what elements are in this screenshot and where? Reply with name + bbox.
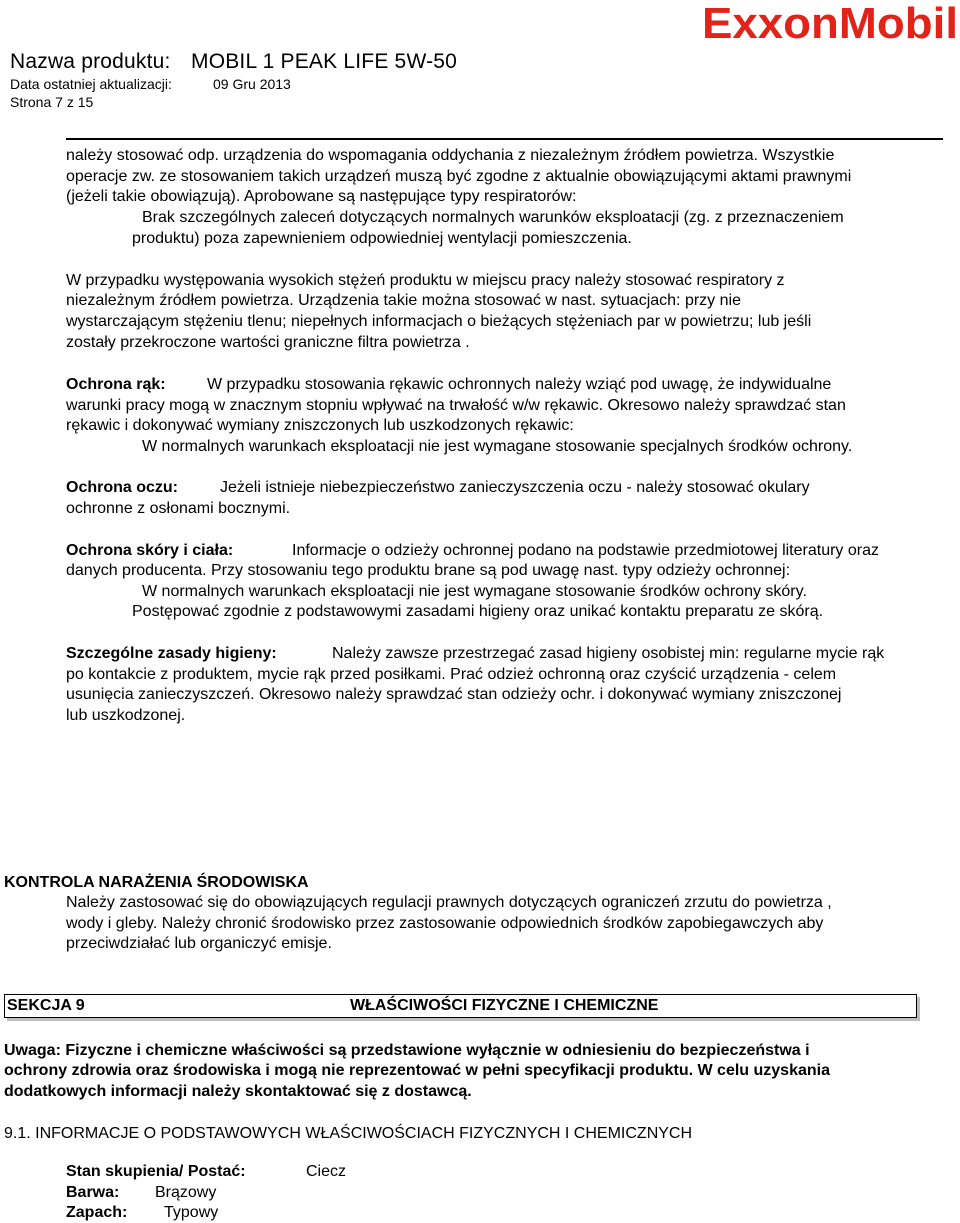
revision-date-line (10, 76, 291, 92)
hand-protection-line-1: W przypadku stosowania rękawic ochronnych należy wziąć pod uwagę, że indywidualne (207, 376, 832, 393)
product-name-line (10, 50, 457, 74)
skin-protection-line-2: danych producenta. Przy stosowaniu tego produktu brane są pod uwagę nast. typy odzieży ochronnej: (66, 562, 791, 579)
skin-protection-label: Ochrona skóry i ciała: (66, 542, 234, 559)
environment-line-1: Należy zastosować się do obowiązujących regulacji prawnych dotyczących ograniczeń zrzutu do powietrza , (66, 894, 832, 911)
section-9-note-line-3: dodatkowych informacji należy skontaktować się z dostawcą. (4, 1083, 472, 1100)
section-9-title: WŁAŚCIWOŚCI FIZYCZNE I CHEMICZNE (350, 997, 659, 1014)
section-9-header (4, 994, 917, 1018)
high-conc-line-4: zostały przekroczone wartości graniczne filtra powietrza . (66, 334, 470, 351)
section-9-number: SEKCJA 9 (7, 997, 85, 1014)
environment-heading: KONTROLA NARAŻENIA ŚRODOWISKA (4, 874, 309, 891)
property-label-state: Stan skupienia/ Postać: (66, 1163, 246, 1180)
high-conc-line-1: W przypadku występowania wysokich stężeń produktu w miejscu pracy należy stosować respiratory z (66, 272, 785, 289)
hand-protection-line-4: W normalnych warunkach eksploatacji nie jest wymagane stosowanie specjalnych środków ochrony. (142, 438, 853, 455)
revision-date-value: 09 Gru 2013 (213, 76, 291, 92)
hygiene-line-1: Należy zawsze przestrzegać zasad higieny osobistej min: regularne mycie rąk (332, 645, 885, 662)
respiratory-line-4: Brak szczególnych zaleceń dotyczących normalnych warunków eksploatacji (zg. z przeznaczeniem (142, 209, 844, 226)
skin-protection-line-1: Informacje o odzieży ochronnej podano na podstawie przedmiotowej literatury oraz (292, 542, 879, 559)
property-value-state: Ciecz (306, 1163, 347, 1180)
high-conc-line-2: niezależnym źródłem powietrza. Urządzenia takie można stosować w nast. sytuacjach: przy nie (66, 292, 741, 309)
skin-protection-line-4: Postępować zgodnie z podstawowymi zasadami higieny oraz unikać kontaktu preparatu ze skórą. (132, 603, 824, 620)
eye-protection-line-2: ochronne z osłonami bocznymi. (66, 500, 291, 517)
property-value-color: Brązowy (155, 1184, 217, 1201)
hygiene-line-4: lub uszkodzonej. (66, 707, 186, 724)
property-value-odor: Typowy (164, 1204, 219, 1221)
section-9-note-line-1: Uwaga: Fizyczne i chemiczne właściwości są przedstawione wyłącznie w odniesieniu do bezpieczeństwa i (4, 1042, 810, 1059)
respiratory-line-3: (jeżeli takie obowiązują). Aprobowane są następujące typy respiratorów: (66, 188, 577, 205)
hand-protection-label: Ochrona rąk: (66, 376, 166, 393)
page-number: Strona 7 z 15 (10, 94, 94, 110)
section-9-1-heading: 9.1. INFORMACJE O PODSTAWOWYCH WŁAŚCIWOŚCIACH FIZYCZNYCH I CHEMICZNYCH (4, 1125, 693, 1142)
respiratory-line-5: produktu) poza zapewnieniem odpowiedniej wentylacji pomieszczenia. (132, 230, 632, 247)
environment-line-3: przeciwdziałać lub organiczyć emisje. (66, 935, 332, 952)
hand-protection-line-3: rękawic i dokonywać wymiany zniszczonych lub uszkodzonych rękawic: (66, 417, 574, 434)
product-name-label: Nazwa produktu: (10, 50, 171, 73)
hygiene-line-3: usunięcia zanieczyszczeń. Okresowo należy sprawdzać stan odzieży ochr. i dokonywać wymiany zniszczonej (66, 686, 842, 703)
svg-text:ExxonMobil: ExxonMobil (702, 0, 958, 44)
revision-date-label: Data ostatniej aktualizacji: (10, 76, 172, 92)
hand-protection-line-2: warunki pracy mogą w znacznym stopniu wpływać na trwałość w/w rękawic. Okresowo należy sprawdzać stan (66, 397, 846, 414)
high-conc-line-3: wystarczającym stężeniu tlenu; niepełnych informacjach o bieżących stężeniach par w powietrzu; lub jeśli (66, 313, 812, 330)
eye-protection-label: Ochrona oczu: (66, 479, 179, 496)
header-divider (66, 138, 943, 140)
property-label-color: Barwa: (66, 1184, 120, 1201)
section-9-note-line-2: ochrony zdrowia oraz środowiska i mogą nie reprezentować w pełni specyfikacji produktu. W celu uzyskania (4, 1062, 830, 1079)
environment-line-2: wody i gleby. Należy chronić środowisko przez zastosowanie odpowiednich środków zapobiegawczych aby (66, 915, 824, 932)
respiratory-line-2: operacje zw. ze stosowaniem takich urządzeń muszą być zgodne z aktualnie obowiązującymi aktami prawnymi (66, 168, 852, 185)
product-name-value: MOBIL 1 PEAK LIFE 5W-50 (191, 50, 458, 73)
respiratory-line-1: należy stosować odp. urządzenia do wspomagania oddychania z niezależnym źródłem powietrza. Wszystkie (66, 147, 835, 164)
property-label-odor: Zapach: (66, 1204, 128, 1221)
skin-protection-line-3: W normalnych warunkach eksploatacji nie jest wymagane stosowanie środków ochrony skóry. (142, 583, 807, 600)
eye-protection-line-1: Jeżeli istnieje niebezpieczeństwo zanieczyszczenia oczu - należy stosować okulary (220, 479, 810, 496)
hygiene-label: Szczególne zasady higieny: (66, 645, 277, 662)
exxonmobil-logo (702, 0, 960, 44)
hygiene-line-2: po kontakcie z produktem, mycie rąk przed posiłkami. Prać odzież ochronną oraz czyścić urządzenia - celem (66, 666, 837, 683)
